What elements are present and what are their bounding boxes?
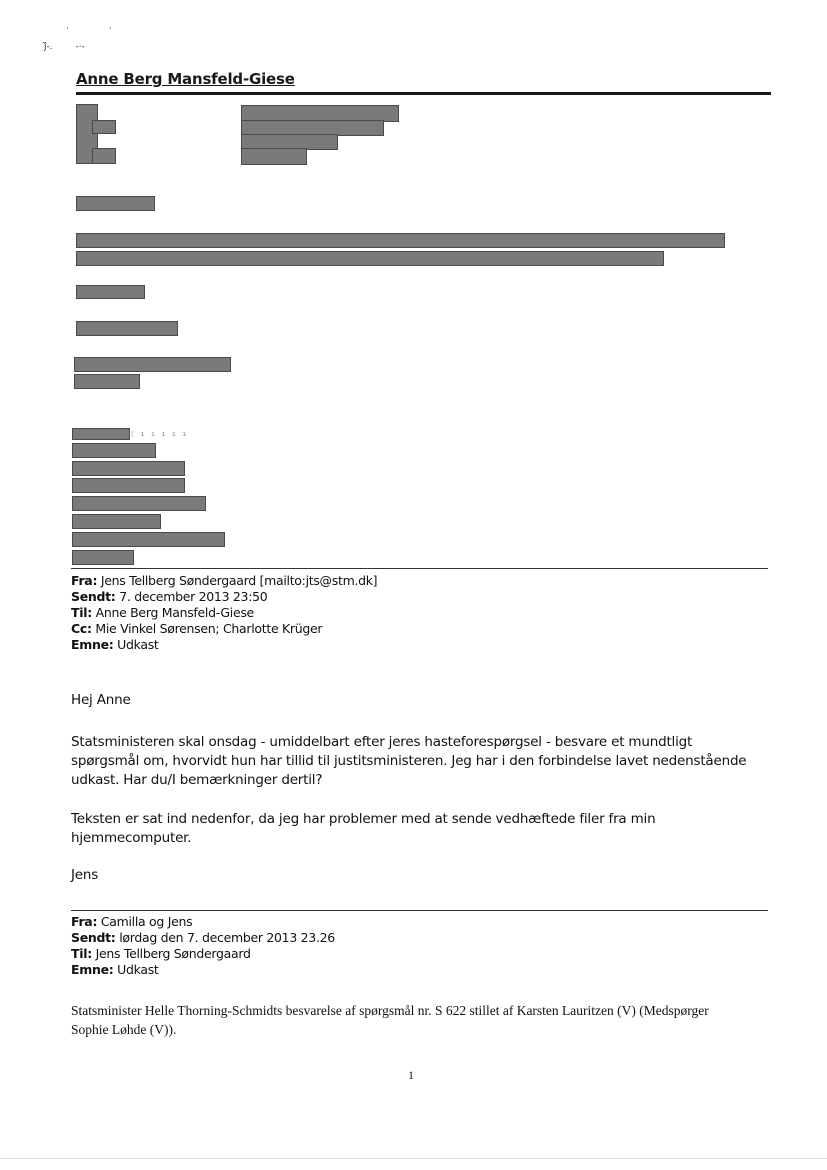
redaction-block [72,550,134,565]
redaction-block [72,461,185,476]
quoted-text: Statsminister Helle Thorning-Schmidts besvarelse af spørgsmål nr. S 622 stillet af Karsten Lauritzen (V) (Medspørger Sophie Løhde (V)). [71,1003,709,1037]
redaction-block [241,148,307,165]
scan-edge [0,1158,827,1159]
from-label: Fra: [71,573,98,588]
redaction-block [72,478,185,493]
page-title: Anne Berg Mansfeld-Giese [76,70,295,88]
faint-stamp: ¦ ı ı ı ı ı [130,430,188,438]
from-value: Camilla og Jens [100,914,193,929]
redaction-block [72,443,156,458]
sent-value: 7. december 2013 23:50 [119,589,268,604]
redaction-block [76,196,155,211]
sent-label: Sendt: [71,589,116,604]
page-number: 1 [408,1068,414,1082]
redaction-block [72,532,225,547]
subject-value: Udkast [117,962,159,977]
cc-label: Cc: [71,621,92,636]
cc-value: Mie Vinkel Sørensen; Charlotte Krüger [95,621,323,636]
email-header [71,573,377,653]
subject-label: Emne: [71,962,114,977]
redaction-block [92,148,116,164]
subject-value: Udkast [117,637,159,652]
sent-label: Sendt: [71,930,116,945]
email-header-divider [71,910,768,911]
redaction-block [76,251,664,266]
redaction-block [76,233,725,248]
sent-value: lørdag den 7. december 2013 23.26 [119,930,335,945]
body-paragraph: Statsministeren skal onsdag - umiddelbart efter jeres hasteforespørgsel - besvare et mundtligt spørgsmål om, hvorvidt hun har tillid til justitsministeren. Jeg har i den forbindelse lavet nedenstående udkast. Har du/I bemærkninger dertil? [71,734,747,788]
scan-artifact: ĵ̈-. -·- [44,42,85,52]
from-line [71,914,335,930]
redaction-block [92,120,116,134]
to-value: Jens Tellberg Søndergaard [95,946,251,961]
from-label: Fra: [71,914,98,929]
to-line [71,605,377,621]
title-divider [76,92,771,95]
from-value: Jens Tellberg Søndergaard [mailto:jts@stm.dk] [100,573,378,588]
sent-line [71,930,335,946]
sent-line [71,589,377,605]
scan-artifact: · · [66,24,112,34]
redaction-block [74,374,140,389]
redaction-block [76,285,145,299]
to-line [71,946,335,962]
signoff: Jens [71,867,99,883]
cc-line [71,621,377,637]
email-header [71,914,335,978]
to-value: Anne Berg Mansfeld-Giese [95,605,254,620]
redaction-block [74,357,231,372]
subject-label: Emne: [71,637,114,652]
body-paragraph: Teksten er sat ind nedenfor, da jeg har problemer med at sende vedhæftede filer fra min hjemmecomputer. [71,811,656,846]
email-header-divider [71,568,768,569]
redaction-block [72,428,130,440]
subject-line [71,962,335,978]
redaction-block [72,496,206,511]
redaction-block [76,321,178,336]
to-label: Til: [71,946,92,961]
from-line [71,573,377,589]
to-label: Til: [71,605,92,620]
redaction-block [72,514,161,529]
greeting: Hej Anne [71,692,131,708]
subject-line [71,637,377,653]
